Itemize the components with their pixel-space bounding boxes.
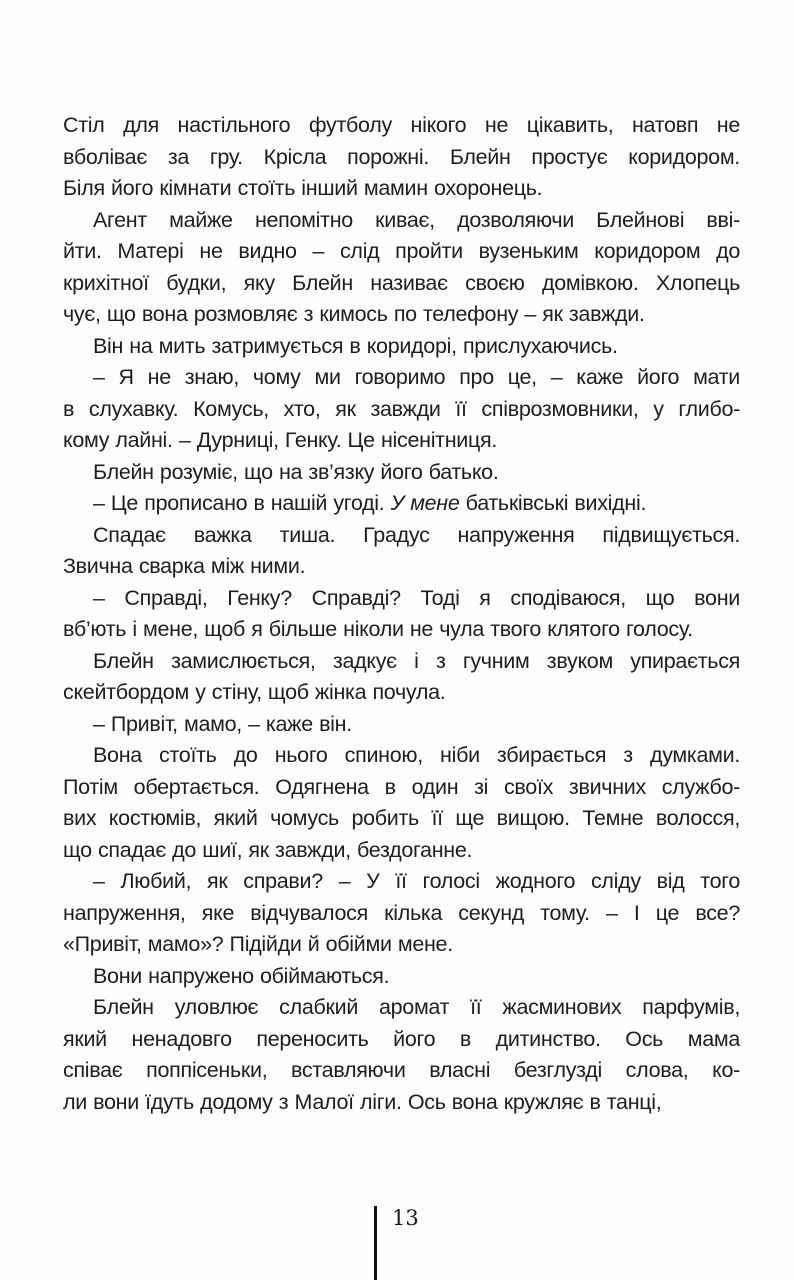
text-line: Вона стоїть до нього спиною, ніби збирається з думками.	[93, 743, 740, 767]
text-line: в слухавку. Комусь, хто, як завжди її співрозмовники, у глибо-	[63, 396, 740, 421]
text-line: Звична сварка між ними.	[63, 554, 306, 578]
text-line: Блейн розуміє, що на зв’язку його батько.	[93, 459, 499, 484]
text-line: Він на мить затримується в коридорі, прислухаючись.	[93, 333, 618, 358]
text-line: – Це прописано в нашій угоді. У мене батьківські вихідні.	[93, 491, 647, 515]
text-line: чує, що вона розмовляє з кимось по телефону – як завжди.	[63, 302, 645, 326]
italic-phrase: У мене	[390, 491, 460, 515]
text-line: Потім обертається. Одягнена в один зі своїх звичних службо-	[63, 774, 740, 799]
text-line: Вони напружено обіймаються.	[93, 963, 390, 988]
text-line: який ненадовго переносить його в дитинство. Ось мама	[63, 1026, 740, 1051]
text-line: Стіл для настільного футболу нікого не цікавить, натовп не	[63, 113, 740, 137]
text-line: напруження, яке відчувалося кілька секунд тому. – І це все?	[63, 900, 740, 925]
text-line: – Справді, Генку? Справді? Тоді я сподіваюся, що вони	[93, 585, 740, 610]
text-line: Блейн уловлює слабкий аромат її жасминових парфумів,	[93, 995, 740, 1019]
text-line: йти. Матері не видно – слід пройти вузеньким коридором до	[63, 239, 740, 263]
text-line: вих костюмів, який чомусь робить її ще вищою. Темне волосся,	[63, 806, 740, 830]
text-line: Агент майже непомітно киває, дозволяючи Блейнові вві-	[93, 207, 740, 232]
text-line: що спадає до шиї, як завжди, бездоганне.	[63, 837, 473, 862]
text-line: «Привіт, мамо»? Підійди й обійми мене.	[63, 932, 453, 956]
text-line: кому лайні. – Дурниці, Генку. Це нісенітниця.	[63, 428, 498, 452]
text-line: – Любий, як справи? – У її голосі жодного сліду від того	[93, 869, 740, 893]
footer-rule	[374, 1206, 377, 1280]
text-line: Біля його кімнати стоїть інший мамин охоронець.	[63, 176, 543, 200]
text-line: ли вони їдуть додому з Малої ліги. Ось вона кружляє в танці,	[63, 1089, 662, 1114]
text-block	[63, 110, 740, 1118]
text-line: Спадає важка тиша. Градус напруження підвищується.	[93, 522, 740, 547]
text-line: вболіває за гру. Крісла порожні. Блейн простує коридором.	[63, 144, 740, 169]
text-line: вб’ють і мене, щоб я більше ніколи не чула твого клятого голосу.	[63, 617, 693, 641]
text-line: співає поппісеньки, вставляючи власні безглузді слова, ко-	[63, 1058, 740, 1082]
text-line: скейтбордом у стіну, щоб жінка почула.	[63, 680, 446, 704]
text-line: крихітної будки, яку Блейн називає своєю домівкою. Хлопець	[63, 270, 740, 295]
text-line: – Я не знаю, чому ми говоримо про це, – каже його мати	[93, 365, 740, 389]
page-number: 13	[392, 1206, 419, 1230]
text-line: Блейн замислюється, задкує і з гучним звуком упирається	[93, 648, 740, 673]
text-line: – Привіт, мамо, – каже він.	[93, 711, 352, 736]
